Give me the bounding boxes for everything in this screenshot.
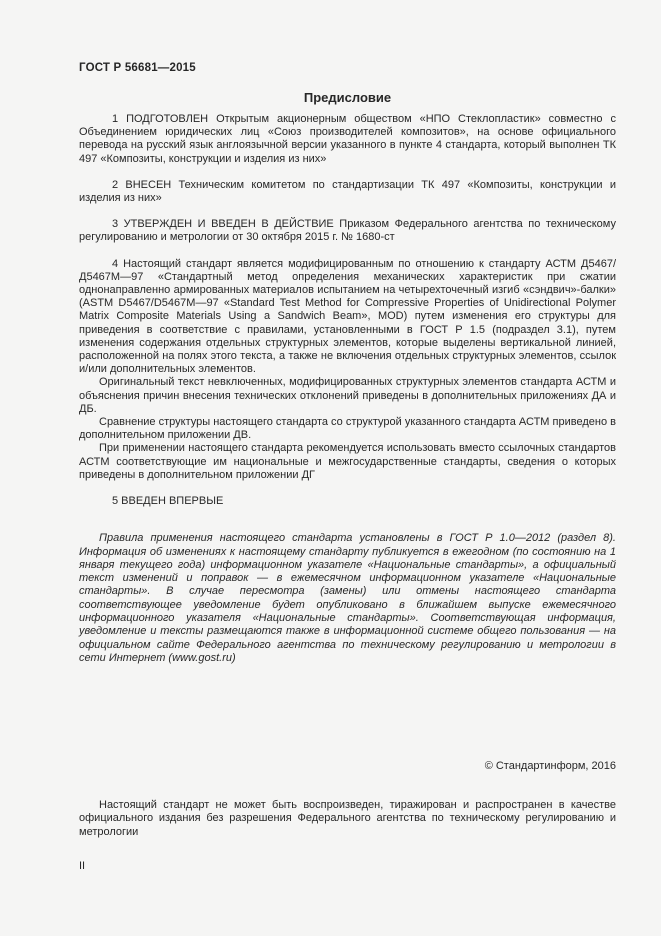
page-number: II	[79, 859, 86, 872]
foreword-item-1: 1 ПОДГОТОВЛЕН Открытым акционерным обществом «НПО Стеклопластик» совместно с Объединением юридических лиц «Союз производителей композитов», на основе официального перевода на русский язык англоязычной версии указанного в пункте 4 стандарта, который выполнен ТК 497 «Композиты, конструкции и изделия из них»	[79, 113, 616, 165]
foreword-item-2: 2 ВНЕСЕН Техническим комитетом по стандартизации ТК 497 «Композиты, конструкции и изделия из них»	[79, 178, 616, 205]
foreword-item-5: 5 ВВЕДЕН ВПЕРВЫЕ	[112, 495, 224, 508]
copyright-line: © Стандартинформ, 2016	[484, 760, 616, 773]
reproduction-restriction-note: Настоящий стандарт не может быть воспроизведен, тиражирован и распространен в качестве официального издания без разрешения Федерального агентства по техническому регулированию и метрологии	[79, 799, 616, 838]
application-rules-note: Правила применения настоящего стандарта установлены в ГОСТ Р 1.0—2012 (раздел 8). Информация об изменениях к настоящему стандарту публикуется в ежегодном (по состоянию на 1 января текущего года) информационном указателе «Национальные стандарты», а официальный текст изменений и поправок — в ежемесячном информационном указателе «Национальные стандарты». В случае пересмотра (замены) или отмены настоящего стандарта соответствующее уведомление будет опубликовано в ближайшем выпуске ежемесячного информационного указателя «Национальные стандарты». Соответствующая информация, уведомление и тексты размещаются также в информационной системе общего пользования — на официальном сайте Федерального агентства по техническому регулированию и метрологии в сети Интернет (www.gost.ru)	[79, 532, 616, 664]
section-title-foreword: Предисловие	[303, 90, 392, 105]
foreword-item-4-continuation-2: Сравнение структуры настоящего стандарта со структурой указанного стандарта АСТМ приведено в дополнительном приложении ДВ.	[79, 416, 616, 442]
standard-code: ГОСТ Р 56681—2015	[79, 62, 196, 74]
page-content	[79, 62, 616, 872]
foreword-item-4-continuation-3: При применении настоящего стандарта рекомендуется использовать вместо ссылочных стандартов АСТМ соответствующие им национальные и межгосударственные стандарты, сведения о которых приведены в дополнительном приложении ДГ	[79, 442, 616, 481]
foreword-item-4: 4 Настоящий стандарт является модифицированным по отношению к стандарту АСТМ Д5467/Д5467М—97 «Стандартный метод определения механических характеристик при сжатии однонаправленно армированных материалов испытанием на четырехточечный изгиб «сэндвич»-балки» (ASTM D5467/D5467M—97 «Standard Test Method for Compressive Properties of Unidirectional Polymer Matrix Composite Materials Using a Sandwich Beam», MOD) путем изменения его структуры для приведения в соответствие с правилами, установленными в ГОСТ Р 1.5 (подраздел 3.1), путем изменения содержания отдельных структурных элементов, которые выделены вертикальной линией, расположенной на полях этого текста, а также не включения отдельных структурных элементов, ссылок и/или дополнительных элементов.	[79, 257, 616, 376]
foreword-item-3: 3 УТВЕРЖДЕН И ВВЕДЕН В ДЕЙСТВИЕ Приказом Федерального агентства по техническому регулированию и метрологии от 30 октября 2015 г. № 1680-ст	[79, 218, 616, 244]
foreword-item-4-continuation-1: Оригинальный текст невключенных, модифицированных структурных элементов стандарта АСТМ и объяснения причин внесения технических отклонений приведены в дополнительных приложениях ДА и ДБ.	[79, 376, 616, 415]
